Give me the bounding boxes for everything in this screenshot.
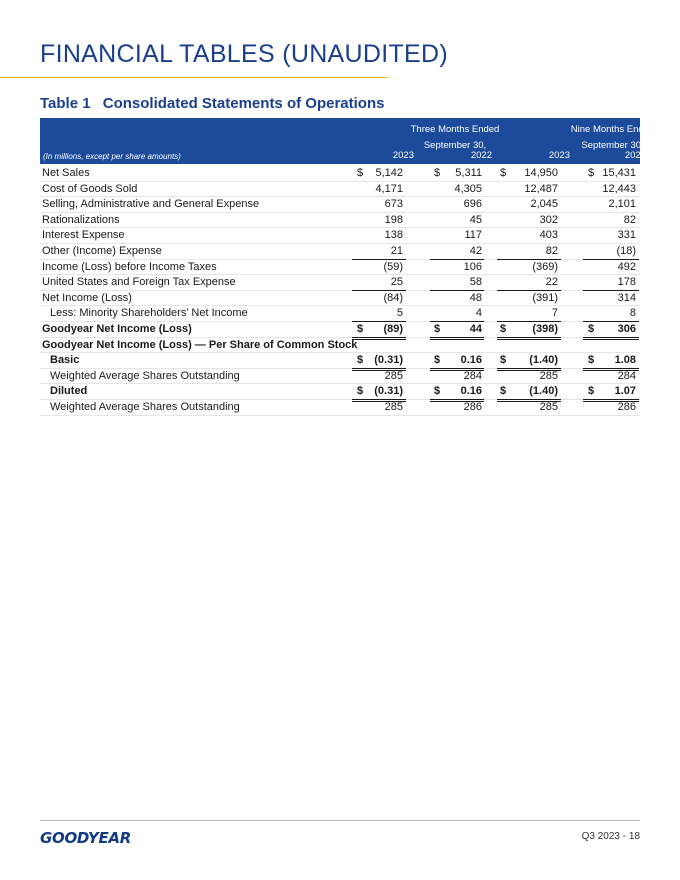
cell-value: 22	[545, 276, 558, 289]
table-row	[40, 228, 640, 244]
cell-value: 21	[390, 244, 403, 257]
table-row	[40, 291, 640, 307]
dollar-sign: $	[434, 354, 441, 367]
cell-value: 403	[539, 229, 558, 242]
cell-value: 286	[463, 400, 482, 413]
table-title	[40, 95, 384, 112]
row-label: Other (Income) Expense	[42, 244, 162, 257]
cell-value: 0.16	[460, 385, 482, 398]
cell-value: (0.31)	[374, 385, 403, 398]
table-row	[40, 338, 640, 354]
goodyear-logo	[40, 829, 131, 847]
cell-value: (0.31)	[374, 354, 403, 367]
cell-value: (59)	[383, 260, 403, 273]
header-group-nine-months	[525, 123, 680, 152]
cell-value: 2,045	[530, 198, 558, 211]
cell-value: 12,443	[602, 182, 636, 195]
cell-value: 198	[384, 213, 403, 226]
table-number: Table 1	[40, 95, 91, 112]
cell-value: 286	[617, 400, 636, 413]
statement-rows	[40, 166, 640, 416]
row-label: Goodyear Net Income (Loss) — Per Share of Common Stock	[42, 338, 358, 351]
cell-value: 285	[384, 369, 403, 382]
row-label: Income (Loss) before Income Taxes	[42, 260, 217, 273]
table-row	[40, 384, 640, 400]
dollar-sign: $	[357, 167, 364, 179]
dollar-sign: $	[588, 167, 595, 179]
dollar-sign: $	[588, 322, 595, 335]
page-number: Q3 2023 - 18	[581, 831, 640, 842]
cell-value: 314	[617, 291, 636, 304]
cell-value: (398)	[532, 322, 558, 335]
cell-value: 492	[617, 260, 636, 273]
cell-value: 5,311	[455, 167, 482, 179]
cell-value: 48	[469, 291, 482, 304]
dollar-sign: $	[500, 385, 507, 398]
row-label: Weighted Average Shares Outstanding	[50, 369, 240, 382]
row-label: Basic	[50, 354, 80, 367]
table-row	[40, 182, 640, 198]
row-label: Net Income (Loss)	[42, 291, 132, 304]
unit-note: (In millions, except per share amounts)	[43, 152, 181, 161]
cell-value: (89)	[383, 322, 403, 335]
dollar-sign: $	[588, 354, 595, 367]
dollar-sign: $	[357, 385, 364, 398]
cell-value: 285	[384, 400, 403, 413]
cell-value: (391)	[532, 291, 558, 304]
cell-value: 5,142	[375, 167, 403, 179]
cell-value: (1.40)	[529, 385, 558, 398]
cell-value: 58	[469, 276, 482, 289]
row-label: Goodyear Net Income (Loss)	[42, 322, 192, 335]
cell-value: 138	[384, 229, 403, 242]
table-row	[40, 197, 640, 213]
row-label: Selling, Administrative and General Expense	[42, 198, 260, 211]
year-header: 2023	[392, 150, 414, 161]
cell-value: 696	[463, 198, 482, 211]
dollar-sign: $	[434, 385, 441, 398]
dollar-sign: $	[500, 354, 507, 367]
cell-value: 4,305	[454, 182, 482, 195]
table-header	[40, 118, 655, 164]
cell-value: 178	[617, 276, 636, 289]
table-row	[40, 353, 640, 369]
row-label: Weighted Average Shares Outstanding	[50, 400, 240, 413]
cell-value: 5	[396, 307, 403, 320]
cell-value: 25	[390, 276, 403, 289]
cell-value: 1.07	[614, 385, 636, 398]
cell-value: 7	[551, 307, 558, 320]
dollar-sign: $	[357, 322, 364, 335]
cell-value: 8	[629, 307, 636, 320]
table-row	[40, 400, 640, 416]
table-row	[40, 369, 640, 385]
table-row	[40, 213, 640, 229]
table-row	[40, 275, 640, 291]
cell-value: 285	[539, 369, 558, 382]
row-label: Less: Minority Shareholders’ Net Income	[50, 307, 248, 320]
table-row	[40, 244, 640, 260]
dollar-sign: $	[357, 354, 364, 367]
cell-value: (18)	[616, 244, 636, 257]
cell-value: 302	[539, 213, 558, 226]
cell-value: (1.40)	[529, 354, 558, 367]
header-group-line2: September 30,	[581, 140, 644, 151]
dollar-sign: $	[500, 322, 507, 335]
row-label: Rationalizations	[42, 213, 120, 226]
title-underline	[0, 77, 388, 78]
footer-rule	[40, 820, 640, 821]
year-header: 2022	[624, 150, 646, 161]
cell-value: 2,101	[608, 198, 636, 211]
row-label: Interest Expense	[42, 229, 125, 242]
cell-value: (84)	[383, 291, 403, 304]
dollar-sign: $	[588, 385, 595, 398]
cell-value: 284	[463, 369, 482, 382]
year-header: 2023	[548, 150, 570, 161]
cell-value: 284	[617, 369, 636, 382]
table-row	[40, 260, 640, 276]
row-label: United States and Foreign Tax Expense	[42, 276, 236, 289]
table-row	[40, 306, 640, 322]
cell-value: 12,487	[524, 182, 558, 195]
cell-value: 106	[463, 260, 482, 273]
logo-text: GOODYEAR	[40, 829, 131, 847]
row-label: Diluted	[50, 385, 88, 398]
cell-value: 42	[469, 244, 482, 257]
table-row	[40, 166, 640, 182]
cell-value: 44	[469, 322, 482, 335]
table-row	[40, 322, 640, 338]
cell-value: 285	[539, 400, 558, 413]
cell-value: 4,171	[375, 182, 403, 195]
cell-value: 4	[475, 307, 482, 320]
dollar-sign: $	[434, 322, 441, 335]
cell-value: 45	[469, 213, 482, 226]
dollar-sign: $	[500, 167, 507, 179]
table-name: Consolidated Statements of Operations	[102, 95, 385, 112]
cell-value: 14,950	[524, 167, 558, 179]
cell-value: 0.16	[460, 354, 482, 367]
cell-value: 117	[464, 229, 482, 242]
cell-value: 1.08	[614, 354, 636, 367]
cell-value: 673	[384, 198, 403, 211]
cell-value: 306	[617, 322, 636, 335]
header-group-line1: Three Months Ended	[410, 124, 500, 135]
header-group-line2: September 30,	[423, 140, 487, 151]
cell-value: (369)	[532, 260, 558, 273]
row-label: Net Sales	[42, 167, 90, 179]
header-group-line1: Nine Months Ended	[570, 124, 655, 135]
cell-value: 82	[545, 244, 558, 257]
page-title: FINANCIAL TABLES (UNAUDITED)	[40, 40, 448, 68]
cell-value: 331	[617, 229, 636, 242]
year-header: 2022	[470, 150, 492, 161]
header-group-three-months	[370, 123, 540, 152]
cell-value: 15,431	[602, 167, 636, 179]
cell-value: 82	[623, 213, 636, 226]
row-label: Cost of Goods Sold	[42, 182, 138, 195]
dollar-sign: $	[434, 167, 441, 179]
